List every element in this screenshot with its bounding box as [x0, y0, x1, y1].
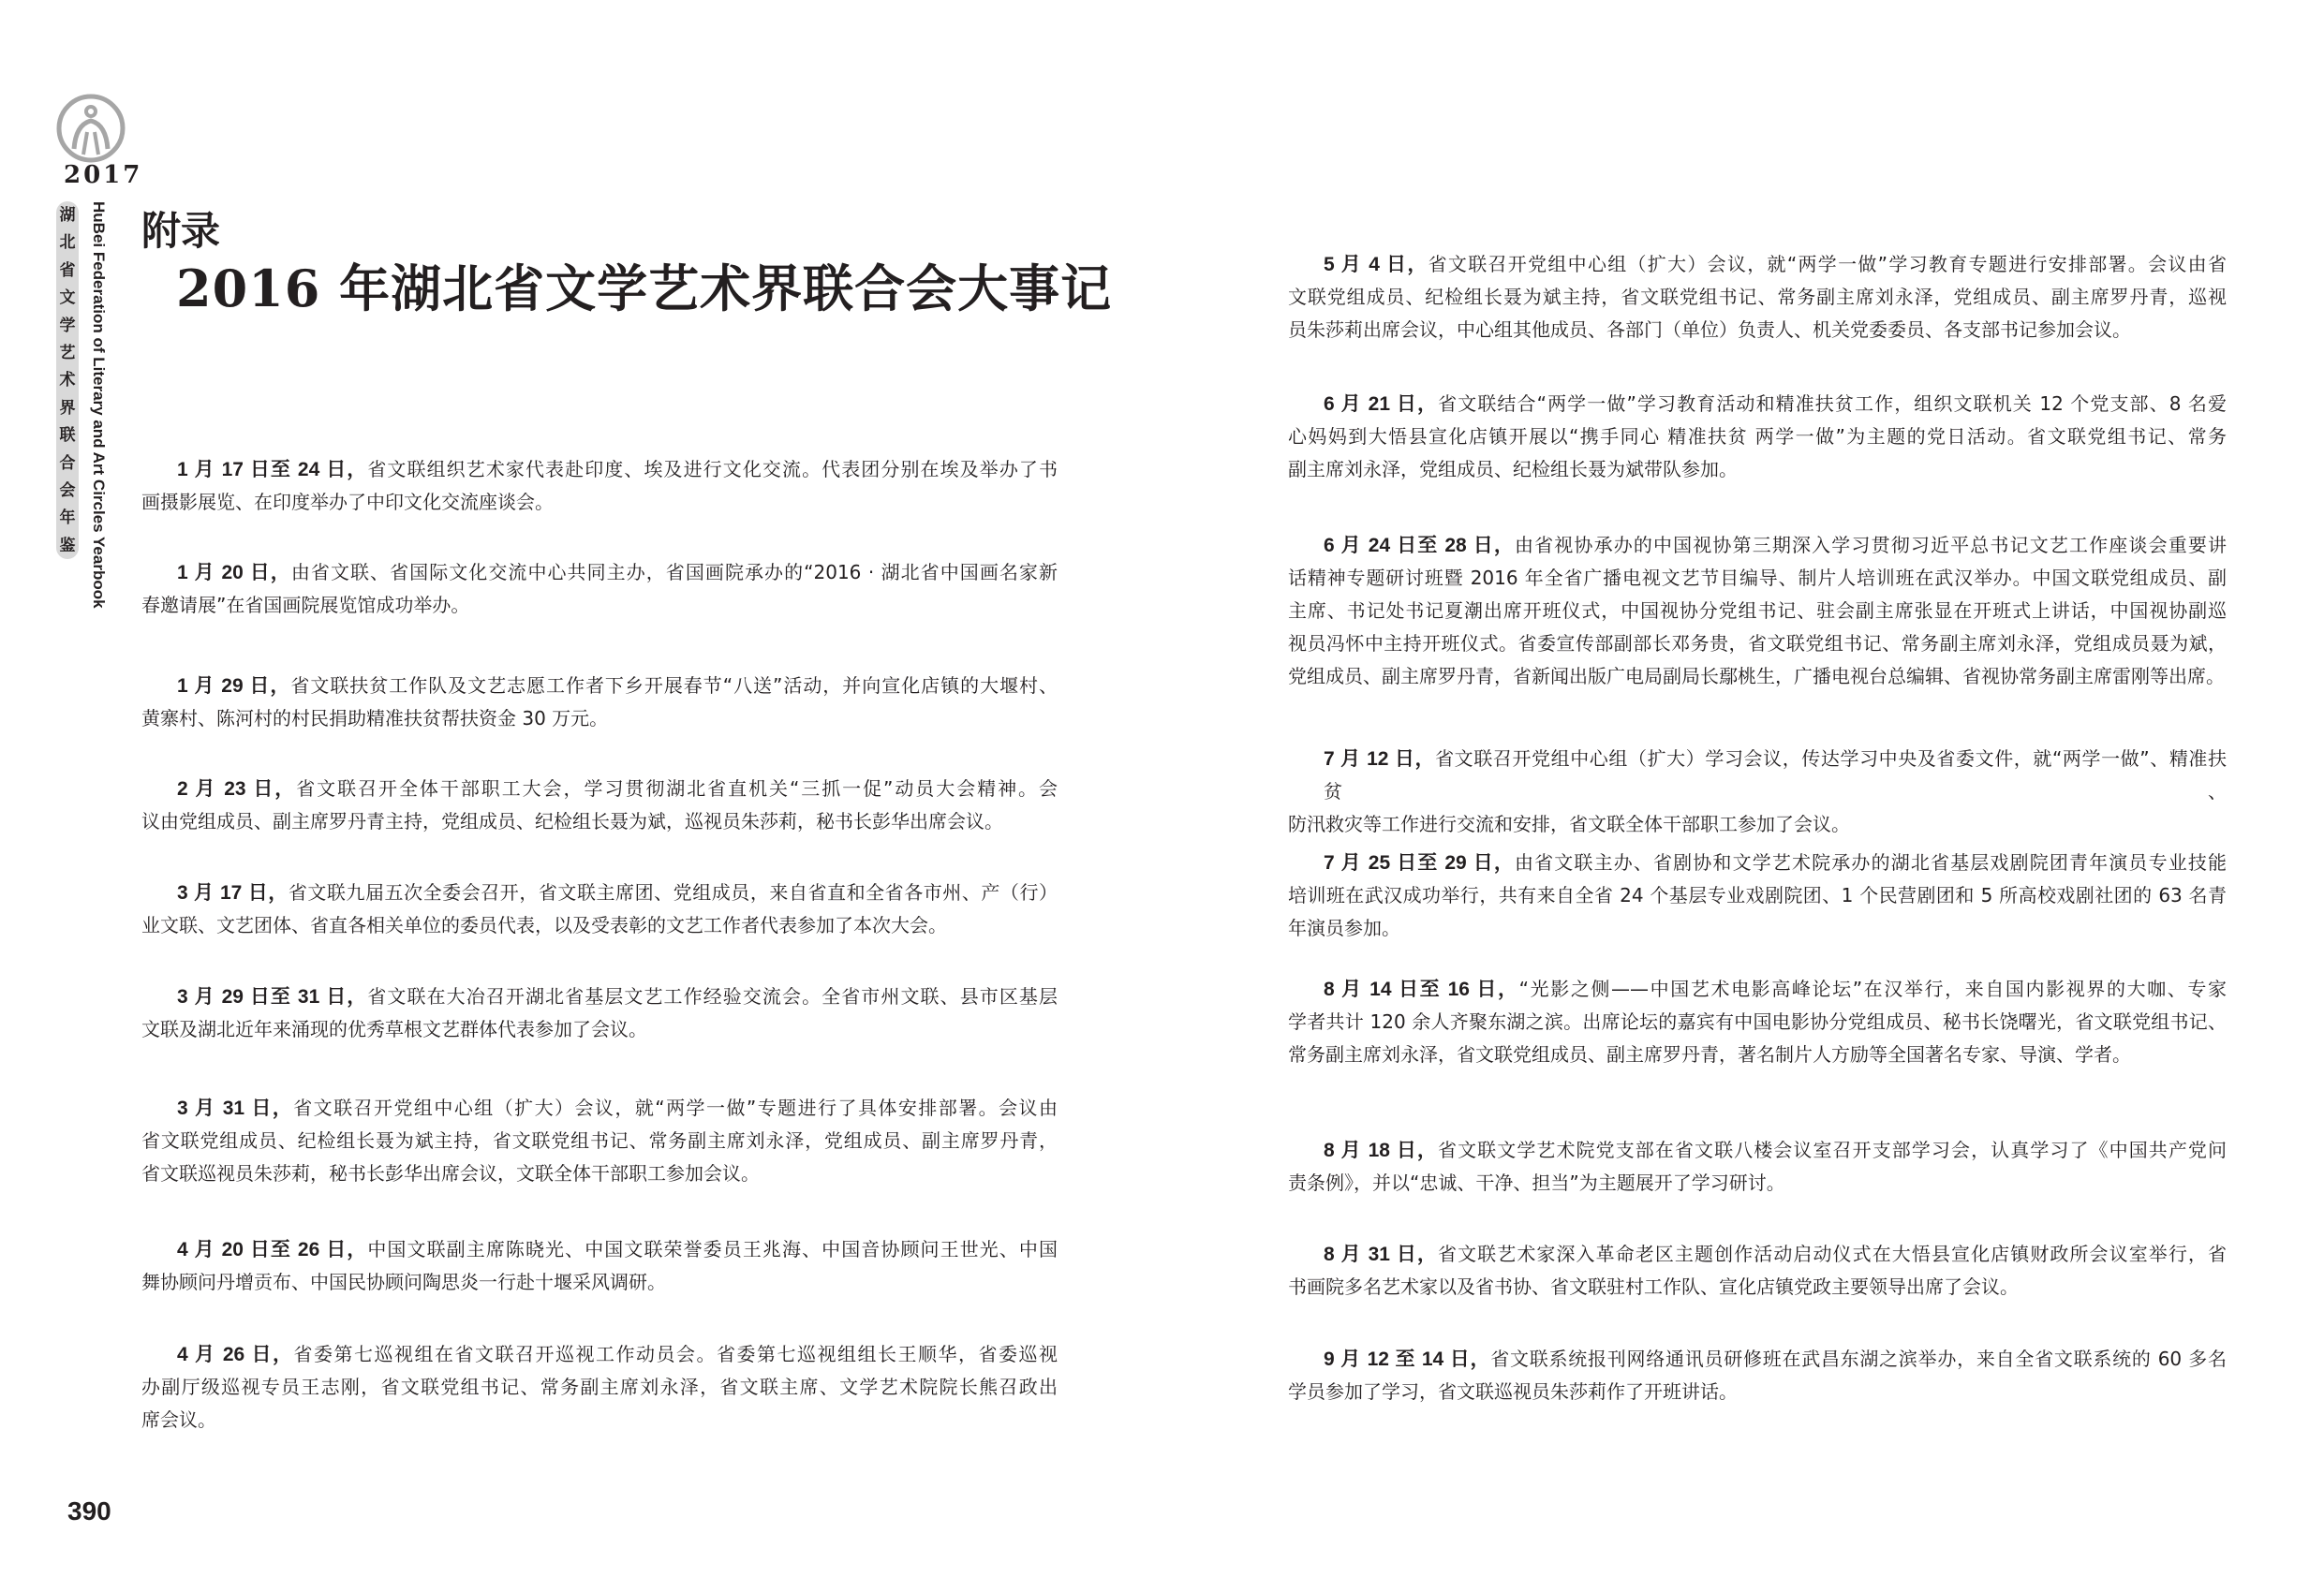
event-date: 5 月 4 日，: [1324, 254, 1428, 275]
spine-char: 文: [59, 288, 76, 307]
spine-char: 界: [59, 398, 76, 417]
event-date: 4 月 20 日至 26 日，: [177, 1239, 368, 1260]
spine-char: 学: [59, 316, 76, 334]
event-line: 年演员参加。: [1288, 917, 1400, 939]
event-line: [141, 1338, 1058, 1371]
event-date: 1 月 29 日，: [177, 675, 291, 697]
event-entry: [1288, 1134, 2227, 1200]
event-entry: [141, 1338, 1058, 1437]
event-line: [1288, 1238, 2227, 1271]
event-date: 8 月 31 日，: [1324, 1244, 1439, 1265]
event-date: 3 月 29 日至 31 日，: [177, 986, 368, 1008]
event-text: 省文联组织艺术家代表赴印度、埃及进行文化交流。代表团分别在埃及举办了书: [367, 458, 1058, 480]
spine-char: 省: [59, 260, 76, 279]
event-text: 省文联系统报刊网络通讯员研修班在武昌东湖之滨举办，来自全省文联系统的 60 多名: [1490, 1348, 2227, 1370]
event-line: [141, 670, 1058, 702]
event-line: [141, 980, 1058, 1013]
event-entry: [141, 453, 1058, 519]
event-line: 学员参加了学习，省文联巡视员朱莎莉作了开班讲话。: [1288, 1380, 1738, 1403]
event-text: 省文联九届五次全委会召开，省文联主席团、党组成员，来自省直和全省各市州、产（行）: [288, 881, 1058, 904]
event-line: 常务副主席刘永泽，省文联党组成员、副主席罗丹青，著名制片人方励等全国著名专家、导演、学者。: [1288, 1043, 2131, 1066]
event-date: 8 月 18 日，: [1324, 1140, 1439, 1161]
event-line: [141, 1092, 1058, 1125]
event-date: 6 月 24 日至 28 日，: [1324, 535, 1515, 556]
event-line: 席会议。: [141, 1408, 216, 1431]
event-entry: [141, 670, 1058, 735]
event-text: 省文联召开党组中心组（扩大）会议，就“两学一做”学习教育专题进行安排部署。会议由省: [1428, 253, 2227, 275]
event-line: [141, 453, 1058, 486]
event-line: 防汛救灾等工作进行交流和安排，省文联全体干部职工参加了会议。: [1288, 813, 1850, 835]
event-line: [141, 556, 1058, 589]
yearbook-year: 2017: [64, 161, 143, 189]
event-entry: [1288, 248, 2227, 346]
event-entry: [1288, 529, 2227, 693]
event-text: 省文联文学艺术院党支部在省文联八楼会议室召开支部学习会，认真学习了《中国共产党问: [1438, 1139, 2228, 1161]
event-date: 1 月 17 日至 24 日，: [177, 459, 368, 480]
event-date: 4 月 26 日，: [177, 1344, 294, 1365]
event-text: 省文联召开党组中心组（扩大）会议，就“两学一做”专题进行了具体安排部署。会议由: [293, 1097, 1058, 1119]
event-entry: [141, 556, 1058, 622]
event-line: 书画院多名艺术家以及省书协、省文联驻村工作队、宣化店镇党政主要领导出席了会议。: [1288, 1275, 2019, 1298]
event-date: 7 月 25 日至 29 日，: [1324, 852, 1515, 874]
event-text: 省文联在大冶召开湖北省基层文艺工作经验交流会。全省市州文联、县市区基层: [367, 985, 1058, 1008]
event-entry: [1288, 743, 2227, 841]
spine-char: 北: [59, 233, 76, 252]
event-line: 舞协顾问丹增贡布、中国民协顾问陶思炎一行赴十堰采风调研。: [141, 1271, 666, 1293]
event-line: 员朱莎莉出席会议，中心组其他成员、各部门（单位）负责人、机关党委委员、各支部书记参加会议。: [1288, 318, 2131, 341]
event-line: 议由党组成员、副主席罗丹青主持，党组成员、纪检组长聂为斌，巡视员朱莎莉，秘书长彭华出席会议。: [141, 810, 1003, 833]
event-line: [1288, 847, 2227, 879]
event-text: 省文联召开党组中心组（扩大）学习会议，传达学习中央及省委文件，就“两学一做”、精准扶贫、: [1324, 747, 2227, 803]
event-entry: [141, 1092, 1058, 1190]
event-line: [1288, 743, 2227, 808]
event-line: 文联党组成员、纪检组长聂为斌主持，省文联党组书记、常务副主席刘永泽，党组成员、副主席罗丹青，巡视: [1288, 286, 2227, 308]
event-text: “光影之侧——中国艺术电影高峰论坛”在汉举行，来自国内影视界的大咖、专家: [1518, 978, 2227, 1000]
event-line: 责条例》，并以“忠诚、干净、担当”为主题展开了学习研讨。: [1288, 1172, 1785, 1194]
spine-title-en: HuBei Federation of Literary and Art Circles Yearbook: [90, 201, 108, 609]
page-title: 2016 年湖北省文学艺术界联合会大事记: [176, 258, 1113, 318]
event-date: 6 月 21 日，: [1324, 393, 1439, 415]
event-line: [1288, 1134, 2227, 1167]
event-line: [1288, 529, 2227, 562]
event-date: 1 月 20 日，: [177, 562, 291, 583]
event-line: 春邀请展”在省国画院展览馆成功举办。: [141, 594, 470, 616]
event-entry: [141, 877, 1058, 942]
event-line: 省文联党组成员、纪检组长聂为斌主持，省文联党组书记、常务副主席刘永泽，党组成员、副主席罗丹青，: [141, 1129, 1058, 1152]
event-line: 主席、书记处书记夏潮出席开班仪式，中国视协分党组书记、驻会副主席张显在开班式上讲话，中国视协副巡: [1288, 599, 2227, 622]
event-entry: [1288, 388, 2227, 486]
event-line: [141, 773, 1058, 805]
event-text: 省文联召开全体干部职工大会，学习贯彻湖北省直机关“三抓一促”动员大会精神。会: [296, 777, 1058, 800]
event-line: [1288, 1343, 2227, 1376]
event-date: 2 月 23 日，: [177, 778, 297, 800]
spine-char: 年: [59, 508, 76, 527]
event-line: 业文联、文艺团体、省直各相关单位的委员代表，以及受表彰的文艺工作者代表参加了本次大会。: [141, 914, 947, 936]
event-text: 省文联结合“两学一做”学习教育活动和精准扶贫工作，组织文联机关 12 个党支部、8 名爱: [1438, 392, 2228, 415]
event-text: 省文联艺术家深入革命老区主题创作活动启动仪式在大悟县宣化店镇财政所会议室举行，省: [1438, 1243, 2228, 1265]
event-entry: [1288, 973, 2227, 1071]
event-entry: [1288, 1238, 2227, 1304]
event-line: 视员冯怀中主持开班仪式。省委宣传部副部长邓务贵，省文联党组书记、常务副主席刘永泽，党组成员聂为斌，: [1288, 632, 2227, 655]
event-entry: [141, 980, 1058, 1046]
spine-char: 湖: [59, 206, 76, 224]
event-date: 3 月 17 日，: [177, 882, 289, 904]
event-line: 画摄影展览、在印度举办了中印文化交流座谈会。: [141, 491, 554, 513]
federation-logo-icon: [55, 93, 126, 164]
event-line: [1288, 248, 2227, 281]
event-line: 省文联巡视员朱莎莉，秘书长彭华出席会议，文联全体干部职工参加会议。: [141, 1162, 760, 1185]
event-text: 中国文联副主席陈晓光、中国文联荣誉委员王兆海、中国音协顾问王世光、中国: [367, 1238, 1058, 1260]
spine-char: 联: [59, 426, 76, 445]
spine-char: 术: [59, 371, 76, 390]
event-line: 黄寨村、陈河村的村民捐助精准扶贫帮扶资金 30 万元。: [141, 707, 609, 730]
event-date: 7 月 12 日，: [1324, 748, 1436, 770]
event-text: 由省视协承办的中国视协第三期深入学习贯彻习近平总书记文艺工作座谈会重要讲: [1515, 534, 2227, 556]
event-line: [1288, 973, 2227, 1006]
spine-char: 艺: [59, 344, 76, 362]
event-entry: [141, 773, 1058, 838]
spine-char: 会: [59, 481, 76, 500]
event-line: 心妈妈到大悟县宣化店镇开展以“携手同心 精准扶贫 两学一做”为主题的党日活动。省文联党组书记、常务: [1288, 425, 2227, 448]
event-text: 省委第七巡视组在省文联召开巡视工作动员会。省委第七巡视组组长王顺华，省委巡视: [293, 1343, 1058, 1365]
event-date: 3 月 31 日，: [177, 1098, 294, 1119]
event-text: 由省文联、省国际文化交流中心共同主办，省国画院承办的“2016 · 湖北省中国画名家新: [290, 561, 1058, 583]
event-text: 由省文联主办、省剧协和文学艺术院承办的湖北省基层戏剧院团青年演员专业技能: [1515, 851, 2227, 874]
event-entry: [1288, 1343, 2227, 1408]
spine-title-cn: [56, 201, 79, 559]
event-line: 办副厅级巡视专员王志刚，省文联党组书记、常务副主席刘永泽，省文联主席、文学艺术院院长熊召政出: [141, 1376, 1058, 1398]
event-date: 8 月 14 日至 16 日，: [1324, 979, 1519, 1000]
event-line: 学者共计 120 余人齐聚东湖之滨。出席论坛的嘉宾有中国电影协分党组成员、秘书长饶曙光，省文联党组书记、: [1288, 1010, 2227, 1033]
event-line: 培训班在武汉成功举行，共有来自全省 24 个基层专业戏剧院团、1 个民营剧团和 5 所高校戏剧社团的 63 名青: [1288, 884, 2227, 906]
spine-char: 合: [59, 453, 76, 472]
event-date: 9 月 12 至 14 日，: [1324, 1349, 1491, 1370]
event-line: 党组成员、副主席罗丹青，省新闻出版广电局副局长鄢桃生，广播电视台总编辑、省视协常务副主席雷刚等出席。: [1288, 665, 2225, 687]
event-entry: [1288, 847, 2227, 945]
page-number: 390: [67, 1496, 111, 1525]
section-label: 附录: [141, 209, 221, 253]
event-line: 文联及湖北近年来涌现的优秀草根文艺群体代表参加了会议。: [141, 1018, 647, 1040]
event-entry: [141, 1233, 1058, 1299]
event-line: [141, 877, 1058, 909]
spine-char: 鉴: [59, 536, 76, 554]
event-line: [1288, 388, 2227, 420]
event-line: 副主席刘永泽，党组成员、纪检组长聂为斌带队参加。: [1288, 458, 1738, 480]
event-line: 话精神专题研讨班暨 2016 年全省广播电视文艺节目编导、制片人培训班在武汉举办。中国文联党组成员、副: [1288, 567, 2227, 589]
event-line: [141, 1233, 1058, 1266]
event-text: 省文联扶贫工作队及文艺志愿工作者下乡开展春节“八送”活动，并向宣化店镇的大堰村、: [290, 674, 1058, 697]
